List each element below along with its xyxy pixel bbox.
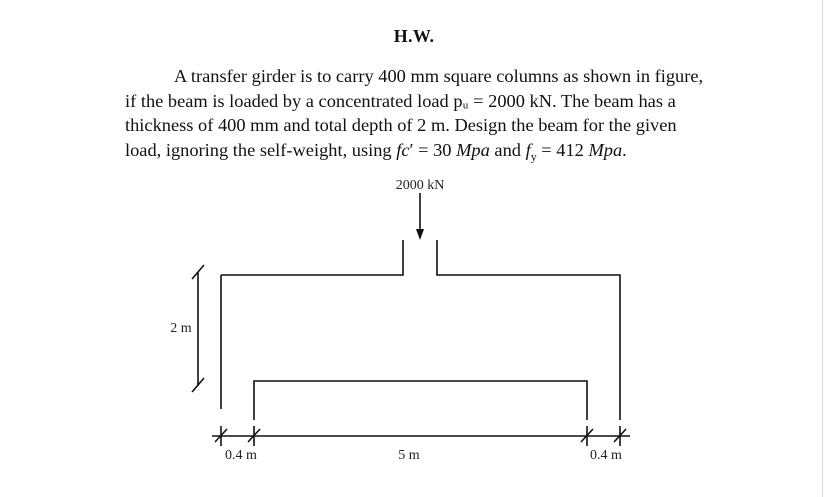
- load-arrow-head: [416, 229, 424, 240]
- page-title: H.W.: [393, 26, 435, 46]
- girder-top-right: [437, 240, 620, 420]
- right-support-label: 0.4 m: [590, 448, 622, 463]
- fc-symbol: fc: [396, 139, 410, 160]
- fy-symbol: f: [525, 139, 531, 160]
- statement-line-2: if the beam is loaded by a concentrated load pᵤ = 2000 kN. The beam has a: [125, 90, 676, 111]
- depth-label: 2 m: [170, 321, 192, 336]
- fy-unit: Mpa: [588, 139, 623, 160]
- statement-end: .: [622, 139, 627, 160]
- fc-value: ′ = 30: [409, 139, 457, 160]
- statement-line-3: thickness of 400 mm and total depth of 2 m. Design the beam for the given: [125, 115, 677, 135]
- statement-line-1: A transfer girder is to carry 400 mm square columns as shown in figure,: [174, 66, 704, 86]
- girder-opening: [254, 381, 587, 420]
- girder-top-left: [221, 240, 403, 275]
- fy-subscript: y: [530, 149, 537, 164]
- span-label: 5 m: [398, 448, 420, 463]
- fc-unit: Mpa: [456, 139, 490, 160]
- load-label: 2000 kN: [395, 178, 445, 193]
- statement-line-4-text: load, ignoring the self-weight, using: [125, 139, 397, 160]
- left-support-label: 0.4 m: [225, 448, 257, 463]
- and-text: and: [489, 139, 526, 160]
- fy-value: = 412: [536, 139, 589, 160]
